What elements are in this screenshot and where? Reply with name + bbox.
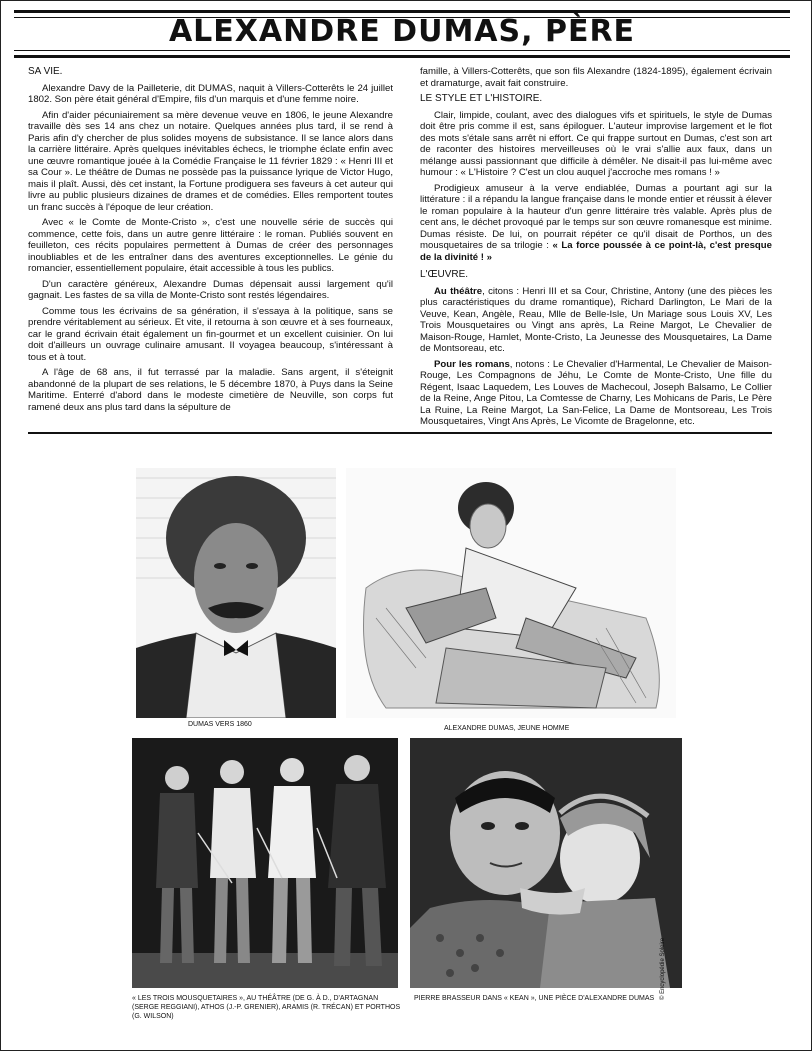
left-column bbox=[28, 66, 393, 417]
paragraph-continuation: famille, à Villers-Cotterêts, que son fils Alexandre (1824-1895), également écrivain et dramaturge, avait fait construire. bbox=[420, 66, 772, 89]
romans-list: , notons : Le Chevalier d'Harmental, Le Chevalier de Maison-Rouge, Les Compagnons de Jéhu, Le Comte de Monte-Cristo, Une fille du Régent, Isaac Laquedem, Les Louves de Machecoul, Joseph Balsamo, Le Collier de la Reine, Ange Pitou, La Comtesse de Charny, Les Mohicans de Paris, Le Père La Ruine, La Reine Margot, La San-Felice, La Dame de Montsoreau, Les Trois Mousquetaires, Vingt Ans Après, Le Vicomte de Bragelonne, etc. bbox=[420, 358, 772, 427]
paragraph: D'un caractère généreux, Alexandre Dumas dépensait aussi largement qu'il gagnait. Les fastes de sa villa de Monte-Cristo sont restés légendaires. bbox=[28, 278, 393, 301]
theatre-list: , citons : Henri III et sa Cour, Christine, Antony (une des pièces les plus caractéristiques du drame romantique), Richard Darlington, Le Mari de la Veuve, Kean, Angèle, Reau, Mlle de Belle-Isle, Un Mariage sous Louis XV, Les Trois Mousquetaires ou Vingt ans après, La Reine Margot, Le Chevalier de Maison-Rouge, Hamlet, Monte-Cristo, La Jeunesse des Mousquetaires, La Dame de Montsoreau, etc. bbox=[420, 285, 772, 354]
title-frame bbox=[14, 10, 790, 58]
paragraph: Alexandre Davy de la Pailleterie, dit DUMAS, naquit à Villers-Cotterêts le 24 juillet 1802. Son père était général d'Empire, fils d'un marquis et d'une femme noire. bbox=[28, 82, 393, 105]
caption-portrait: DUMAS VERS 1860 bbox=[188, 721, 252, 728]
romans-lead: Pour les romans bbox=[434, 358, 510, 370]
section-heading-style: LE STYLE ET L'HISTOIRE. bbox=[420, 93, 543, 104]
paragraph: Afin d'aider pécuniairement sa mère devenue veuve en 1806, le jeune Alexandre travaille dès ses 14 ans chez un notaire. Quelques années plus tard, il se rend à Paris afin d'y chercher de plus solides moyens de subsistance. Il se lance alors dans la carrière littéraire. Après quelques inévitables échecs, le triomphe éclate enfin avec une œuvre romantique jouée à la Comédie Française le 11 février 1829 : « Henri III et sa Cour ». Le théâtre de Dumas ne possède pas la puissance lyrique de Victor Hugo, mais il plaît. Aussi, dès cet instant, la Fortune prodiguera ses faveurs à cet auteur qui livre au public plusieurs dizaines de drames et de comédies. Elles remportent toutes un franc succès à l'époque de leur création. bbox=[28, 109, 393, 213]
paragraph-theatre bbox=[420, 286, 772, 355]
caption-musketeers: « LES TROIS MOUSQUETAIRES », AU THÉÂTRE (DE G. À D., D'ARTAGNAN (SERGE REGGIANI), ATHOS (J.-P. GRENIER), ARAMIS (R. TRÉCAN) ET PORTHOS (G. WILSON) bbox=[132, 995, 401, 1020]
page-title: ALEXANDRE DUMAS, PÈRE bbox=[168, 14, 636, 49]
paragraph-romans bbox=[420, 359, 772, 428]
section-heading-oeuvre: L'ŒUVRE. bbox=[420, 269, 469, 280]
kean-photo-image bbox=[410, 738, 682, 988]
paragraph: A l'âge de 68 ans, il fut terrassé par la maladie. Sans argent, il s'éteignit abandonné de la plupart de ses relations, le 5 décembre 1870, à Puys dans la Seine Maritime. Enterré d'abord dans le modeste cimetière de Neuville, son corps fut ramené deux ans plus tard dans la sépulture de bbox=[28, 367, 393, 413]
paragraph-text: Prodigieux amuseur à la verve endiablée, Dumas a pourtant agi sur la littérature : il a répandu la langue française dans le monde entier et réussit à élever le roman populaire à la hauteur d'un genre littéraire très valable. Après plus de cent ans, le déchet provoqué par le temps sur son œuvre romanesque est minime. Dumas résiste. De lui, on pourrait répéter ce qu'il disait de Porthos, un des mousquetaires de sa trilogie : bbox=[420, 182, 772, 251]
young-dumas-drawing-image bbox=[346, 468, 676, 718]
paragraph: Avec « le Comte de Monte-Cristo », c'est une nouvelle série de succès qui commence, cette fois, dans un autre genre littéraire : le roman. Publiés souvent en feuilleton, ces récits populaires permettent à Dumas de créer des personnages inoubliables et de les entraîner dans des aventures exceptionnelles. Le génie du romancier, essentiellement populaire, était accessible à tous les publics. bbox=[28, 217, 393, 274]
paragraph: Comme tous les écrivains de sa génération, il s'essaya à la politique, sans se prendre véritablement au sérieux. Et vite, il retourna à son œuvre et à ses fourneaux, car le grand écrivain était également un fin-gourmet et un excellent cuisinier. On lui doit d'ailleurs un ouvrage culinaire amusant. Il voyagea beaucoup, s'intéressant à tous et à tout. bbox=[28, 305, 393, 363]
theatre-lead: Au théâtre bbox=[434, 285, 483, 297]
section-heading-sa-vie: SA VIE. bbox=[28, 66, 63, 77]
paragraph: Clair, limpide, coulant, avec des dialogues vifs et spirituels, le style de Dumas doit être pris comme il est, sans épiloguer. L'auteur improvise largement et le flot des mots s'étale sans arrêt ni effort. Ce qui frappe surtout en Dumas, c'est son art de raconter des histoires merveilleuses où le vrai s'allie aux faux, dans un mélange aussi passionnant que difficile à démêler. Ne disait-il pas lui-même avec humour : « L'Histoire ? C'est un clou auquel j'accroche mes romans ! » bbox=[420, 109, 772, 178]
caption-young: ALEXANDRE DUMAS, JEUNE HOMME bbox=[444, 725, 570, 732]
right-column bbox=[420, 66, 772, 432]
paragraph bbox=[420, 183, 772, 264]
caption-kean: PIERRE BRASSEUR DANS « KEAN », UNE PIÈCE D'ALEXANDRE DUMAS bbox=[414, 995, 655, 1002]
quote-porthos: « La force poussée à ce point-là, c'est presque de la divinité ! » bbox=[420, 240, 772, 263]
section-divider bbox=[28, 432, 772, 434]
portrait-engraving-image bbox=[136, 468, 336, 718]
musketeers-photo-image bbox=[132, 738, 398, 988]
photo-credit: © Encyclopédie Soleire bbox=[660, 937, 666, 1000]
